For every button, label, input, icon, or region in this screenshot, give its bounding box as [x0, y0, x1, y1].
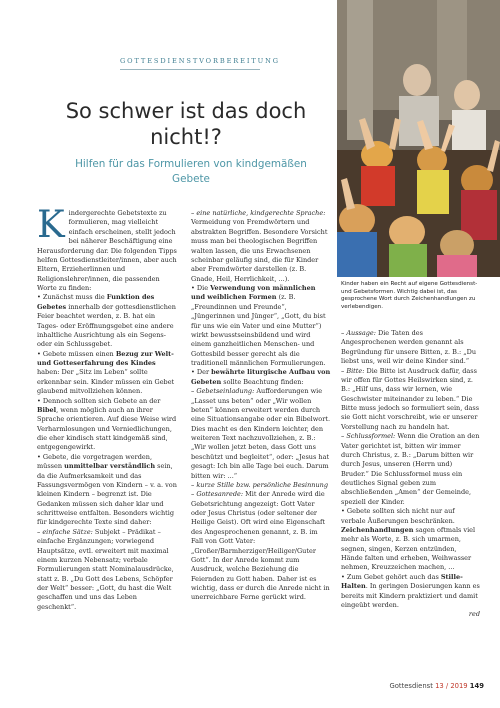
step-text: Mit der Anrede wird die Gebetsrichtung angezeigt: Gott Vater oder Jesus Christus (oder seltener der Heilige Geist). Oft wird eine Eigenschaft des Angesprochenen genannt, z. B. im Fall von Gott Vater: „Großer/Barmherziger/Heiliger/Guter Gott“. In der Anrede kommt zum Ausdruck, welche Beziehung die Feiernden zu Gott haben. Daher ist es wichtig, dass er durch die Anrede nicht in unerreichbare Ferne gerückt wird.: [191, 490, 330, 602]
magazine-name: Gottesdienst: [389, 682, 433, 690]
intro-text: indergerechte Gebetstexte zu formulieren, mag vielleicht einfach erscheinen, stellt jedoch bei näherer Beschäftigung eine Herausforderung dar. Die folgenden Tipps helfen Gottesdienstleiter/innen, aber auch Eltern, Erzieherlinnen und Religionslehrer/innen, die passenden Worte zu finden:: [37, 209, 177, 292]
text-column-1: [37, 203, 177, 612]
section-kicker: GOTTESDIENSTVORBEREITUNG: [120, 57, 280, 65]
bullet-emphasis: Stille-Halten: [341, 572, 463, 591]
step-label: – Gottesanrede:: [191, 490, 244, 499]
step-text: Die Taten des Angesprochenen werden genannt als Begründung für unsere Bitten, z. B.: „Du liebst uns, weil wir deine Kinder sind.“: [341, 329, 477, 366]
step-label: – Bitte:: [341, 366, 365, 375]
bullet-emphasis: Verwendung von männlichen und weiblichen Formen: [191, 284, 316, 302]
drop-cap: K: [37, 203, 65, 246]
dash-text: Subjekt – Prädikat – einfache Ergänzungen; vorwiegend Hauptsätze, evtl. erweitert mit maximal einem kurzen Nebensatz; verbale Formulierungen statt Nominalausdrücke, statt z. B. „Du Gott des Lebens, Schöpfer der Welt“ besser: „Gott, du hast die Welt geschaffen und uns das Leben geschenkt“.: [37, 527, 174, 611]
bullet-bible: [37, 397, 177, 453]
photo-caption: Kinder haben ein Recht auf eigene Gottesdienst- und Gebetsformen. Wichtig dabei ist, das gesprochene Wort durch Zeichenhandlungen zu verlebendigen.: [341, 281, 478, 310]
step-label: – Schlussformel:: [341, 432, 396, 441]
step-label: – kurze Stille bzw. persönliche Besinnung: [191, 480, 329, 489]
step-text: Die Bitte ist Ausdruck dafür, dass wir offen für Gottes Heilswirken sind, z. B.: „Hilf uns, dass wir lernen, wie Geschwister miteinander zu leben.“ Die Bitte muss jedoch so formuliert sein, dass sie Gott nicht vorschreibt, wie er unserer Vorstellung nach zu handeln hat.: [341, 366, 480, 431]
bullet-text: haben: Der „Sitz im Leben“ sollte erkennbar sein. Kinder müssen ein Gebet glaubend mitvollziehen können.: [37, 368, 175, 396]
bullet-text: • Gebete, die vorgetragen werden, müssen: [37, 452, 153, 471]
step-label: – Aussage:: [341, 329, 376, 337]
bullet-text: . In geringen Dosierungen kann es bereits mit Kindern praktiziert und damit eingeübt werden.: [341, 582, 480, 609]
dash-text: Vermeidung von Fremdwörtern und abstrakten Begriffen. Besondere Vorsicht muss man bei theologischen Begriffen walten lassen, die uns Erwachsenen scheinbar geläufig sind, die für Kinder aber Fremdwörter darstellen (z. B. Gnade, Heil, Herrlichkeit, ...).: [191, 218, 328, 283]
bullet-emphasis: bewährte liturgische Aufbau von Gebeten: [191, 368, 331, 386]
bullet-symbolic-actions: [341, 507, 480, 573]
step-label: – Gebetseinladung:: [191, 387, 255, 396]
text-column-2: [191, 209, 331, 603]
bullet-text: sollte Beachtung finden:: [221, 377, 304, 386]
step-silence: [191, 481, 331, 490]
step-request: [341, 367, 480, 433]
dash-label: – einfache Sätze:: [37, 527, 93, 536]
step-invitation: [191, 387, 331, 481]
bullet-text: sein, da die Aufmerksamkeit und das Fassungsvermögen von Kindern – v. a. von kleinen Kindern – begrenzt ist. Die Gedanken müssen sich daher klar und schrittweise entfalten. Besonders wichtig für kindgerechte Texte sind daher:: [37, 462, 177, 527]
bullet-reference: [37, 350, 177, 397]
bullet-text: , wenn möglich auch an ihrer Sprache orientieren. Auf diese Weise wird Verharmlosungen und Verniedlichungen, die eher kindisch statt kindgemäß sind, entgegengewirkt.: [37, 405, 177, 452]
step-address: [191, 490, 331, 603]
title-line-2: nicht!?: [150, 125, 222, 149]
bullet-liturgical-structure: [191, 368, 331, 387]
bullet-emphasis: unmittelbar verständlich: [64, 462, 156, 471]
step-closing: [341, 432, 480, 507]
bullet-text: sagen oftmals viel mehr als Worte, z. B. sich umarmen, segnen, singen, Kerzen entzünden, Hände falten und erheben, Weihwasser nehmen, Kreuzzeichen machen, ...: [341, 525, 476, 572]
dash-natural-language: [191, 209, 331, 284]
bullet-text: (z. B. „Freundinnen und Freunde“, „Jüngerinnen und Jünger“, „Gott, du bist für uns wie ein Vater und eine Mutter“) wirkt bewusstseinsbildend und wird einem ganzheitlichen Menschen- und Gottesbild besser gerecht als die traditionell männlichen Formulierungen.: [191, 293, 326, 367]
step-text: Aufforderungen wie „Lasset uns beten“ oder „Wir wollen beten“ können erweitert werden durch eine Situationsangabe oder ein Bibelwort. Dies macht es den Kindern leichter, den weiteren Text nachzuvollziehen, z. B.: „Wir wollen jetzt beten, dass Gott uns beschützt und begleitet“, oder: „Jesus hat gesagt: Ich bin alle Tage bei euch. Darum bitten wir: ...“: [191, 387, 331, 480]
children-praying-image: [337, 0, 500, 277]
subtitle-line-1: Hilfen für das Formulieren von kindgemäßen: [75, 158, 307, 170]
bullet-emphasis: Bezug zur Welt- und Gotteserfahrung des Kindes: [37, 349, 174, 367]
dash-simple-sentences: [37, 528, 177, 612]
bullet-text: • Gebete müssen einen: [37, 349, 116, 358]
bullet-text: • Dennoch sollten sich Gebete an der: [37, 396, 161, 405]
bullet-silence: [341, 573, 480, 611]
page-footer: [390, 682, 485, 690]
bullet-emphasis: Funktion des Gebetes: [37, 293, 155, 311]
article-title: [36, 98, 336, 150]
bullet-text: • Die: [191, 284, 211, 292]
article-photo: [337, 0, 500, 277]
bullet-text: • Zum Gebet gehört auch das: [341, 572, 441, 581]
step-statement: [341, 329, 480, 367]
page-number: 149: [469, 682, 484, 690]
bullet-function: [37, 293, 177, 349]
bullet-text: • Zunächst muss die: [37, 293, 107, 302]
intro-paragraph: [37, 203, 177, 293]
subtitle-line-2: Gebete: [172, 172, 210, 185]
dash-label: – eine natürliche, kindgerechte Sprache:: [191, 209, 326, 217]
bullet-gender-forms: [191, 284, 331, 368]
bullet-text: • Der: [191, 368, 212, 377]
author-signature: red: [468, 610, 480, 619]
text-column-3: [341, 329, 480, 620]
bullet-text: • Gebete sollten sich nicht nur auf verbale Äußerungen beschränken.: [341, 507, 455, 525]
bullet-emphasis: Bibel: [37, 405, 57, 414]
issue-number: 13 / 2019: [435, 682, 468, 690]
title-line-1: So schwer ist das doch: [65, 99, 307, 123]
step-text: Wenn die Oration an den Vater gerichtet ist, bitten wir immer durch Christus, z. B.: „Darum bitten wir durch Jesus, unseren (Herrn und) Bruder.“ Die Schlussformel muss ein deutliches Signal geben zum abschließenden „Amen“ der Gemeinde, speziell der Kinder.: [341, 432, 480, 506]
bullet-text: innerhalb der gottesdienstlichen Feier beachtet werden, z. B. hat ein Tages- oder Eröffnungsgebet eine andere inhaltliche Ausrichtung als ein Segens- oder ein Schlussgebet.: [37, 302, 176, 349]
article-subtitle: [46, 157, 336, 186]
bullet-emphasis: Zeichenhandlungen: [341, 525, 414, 534]
kicker-divider: [120, 69, 260, 70]
bullet-understandable: [37, 453, 177, 528]
